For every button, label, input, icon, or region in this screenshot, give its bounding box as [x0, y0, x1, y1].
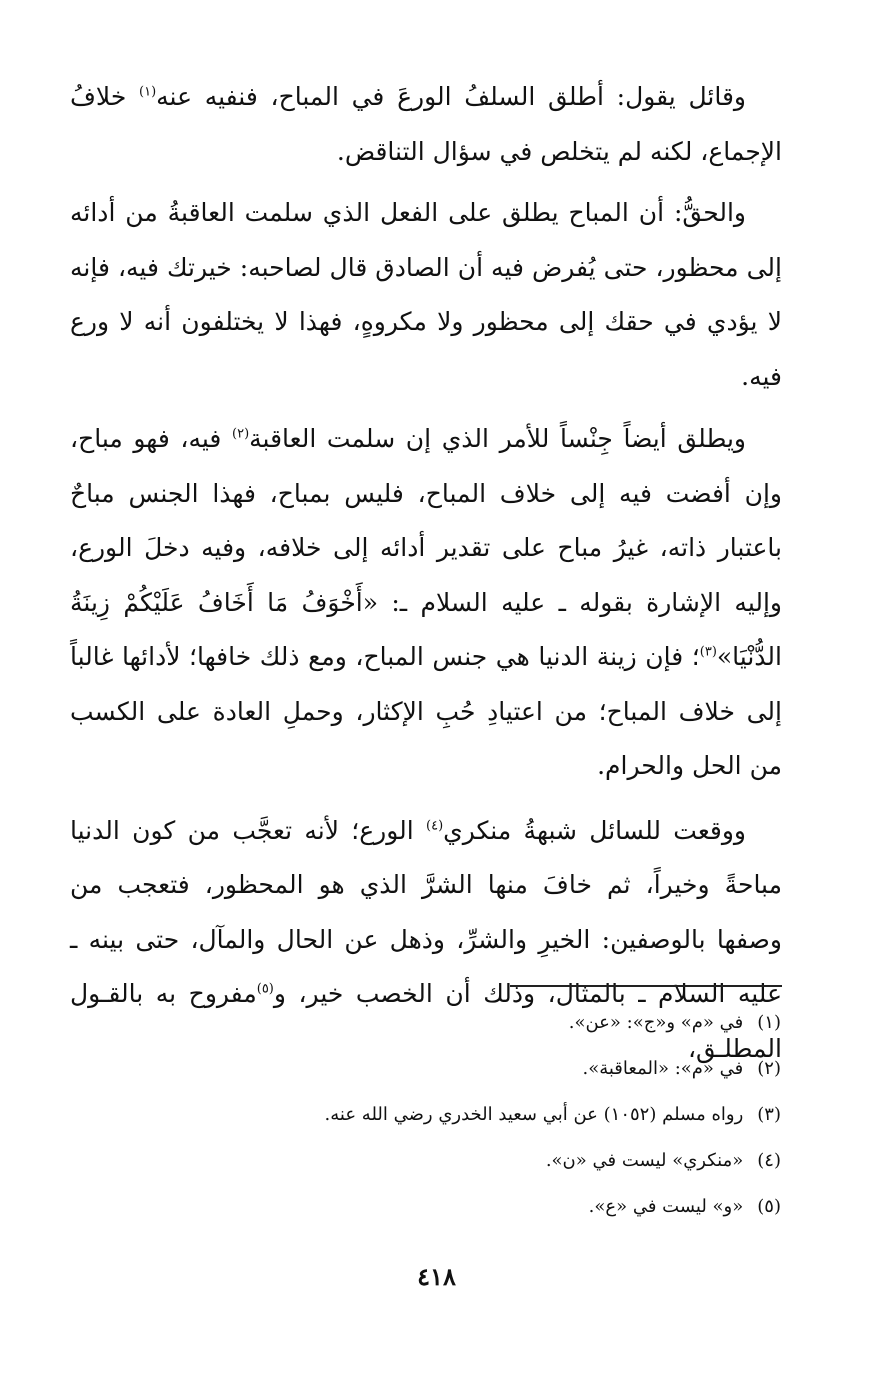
- footnote-text: «و» ليست في «ع».: [588, 1196, 744, 1217]
- footnote-2: [181, 1046, 781, 1092]
- footnote-number: (٥): [757, 1196, 781, 1217]
- footnote-ref-4: (٤): [426, 818, 444, 834]
- paragraph-2: والحقُّ: أن المباح يطلق على الفعل الذي سلمت العاقبةُ من أدائه إلى محظور، حتى يُفرض فيه أن الصادق قال لصاحبه: خيرتك فيه، فإنه لا يؤدي في حقك إلى محظور ولا مكروهٍ، فهذا لا يختلفون أنه لا ورع فيه.: [70, 198, 782, 391]
- paragraph-text: ووقعت للسائل شبهةُ منكري: [443, 815, 746, 845]
- paragraph-text: ؛ فإن زينة الدنيا هي جنس المباح، ومع ذلك خافها؛ لأدائها غالباً إلى خلاف المباح؛ من اعتيادِ حُبِ الإكثار، وحملِ العادة على الكسب من الحل والحرام.: [70, 642, 782, 780]
- paragraph-1: [70, 70, 782, 179]
- paragraph-3: [70, 412, 782, 794]
- footnote-number: (٣): [757, 1104, 781, 1125]
- footnote-text: «منكري» ليست في «ن».: [545, 1150, 744, 1171]
- footnote-ref-2: (٢): [232, 426, 250, 442]
- footnote-4: [181, 1138, 781, 1184]
- paragraph-text: فيه، فهو مباح، وإن أفضت فيه إلى خلاف المباح، فليس بمباح، فهذا الجنس مباحٌ باعتبار ذاته، غيرُ مباح على تقدير أدائه إلى خلافه، وفيه دخلَ الورع، وإليه الإشارة بقوله ـ عليه السلام ـ: «أَخْوَفُ مَا أَخَافُ عَلَيْكُمْ زِينَةُ الدُّنْيَا»: [70, 424, 782, 671]
- footnote-3: [181, 1092, 781, 1138]
- footnote-text: في «م»: «المعاقبة».: [582, 1058, 744, 1079]
- footnote-number: (٤): [757, 1150, 781, 1171]
- footnote-number: (٢): [757, 1058, 781, 1079]
- footnote-5: [181, 1184, 781, 1230]
- paragraph-text: وقائل يقول: أطلق السلفُ الورعَ في المباح، فنفيه عنه: [156, 82, 747, 111]
- footnote-1: [181, 1000, 781, 1046]
- footnote-number: (١): [757, 1012, 781, 1033]
- footnote-divider: [510, 985, 782, 987]
- footnote-ref-1: (١): [139, 84, 157, 100]
- paragraph-text: خلافُ الإجماع، لكنه لم يتخلص في سؤال التناقض.: [70, 82, 782, 166]
- paragraph-text: الورع؛ لأنه تعجَّب من كون الدنيا مباحةً وخيراً، ثم خافَ منها الشرَّ الذي هو المحظور، فتعجب من وصفها بالوصفين: الخيرِ والشرِّ، وذهل عن الحال والمآل، حتى بينه ـ عليه السلام ـ بالمثال، وذلك أن الخصب خير، و: [70, 815, 782, 1008]
- page-number: ٤١٨: [417, 1262, 456, 1291]
- main-text: [70, 70, 782, 1083]
- footnote-ref-5: (٥): [256, 981, 274, 997]
- paragraph-text: مفروح به بالقـول المطلـق،: [70, 979, 782, 1063]
- footnotes: [181, 1000, 781, 1230]
- footnote-text: رواه مسلم (١٠٥٢) عن أبي سعيد الخدري رضي الله عنه.: [324, 1104, 744, 1125]
- paragraph-text: ويطلق أيضاً جِنْساً للأمر الذي إن سلمت العاقبة: [249, 424, 746, 453]
- footnote-ref-3: (٣): [699, 644, 717, 660]
- footnote-text: في «م» و«ج»: «عن».: [568, 1012, 744, 1033]
